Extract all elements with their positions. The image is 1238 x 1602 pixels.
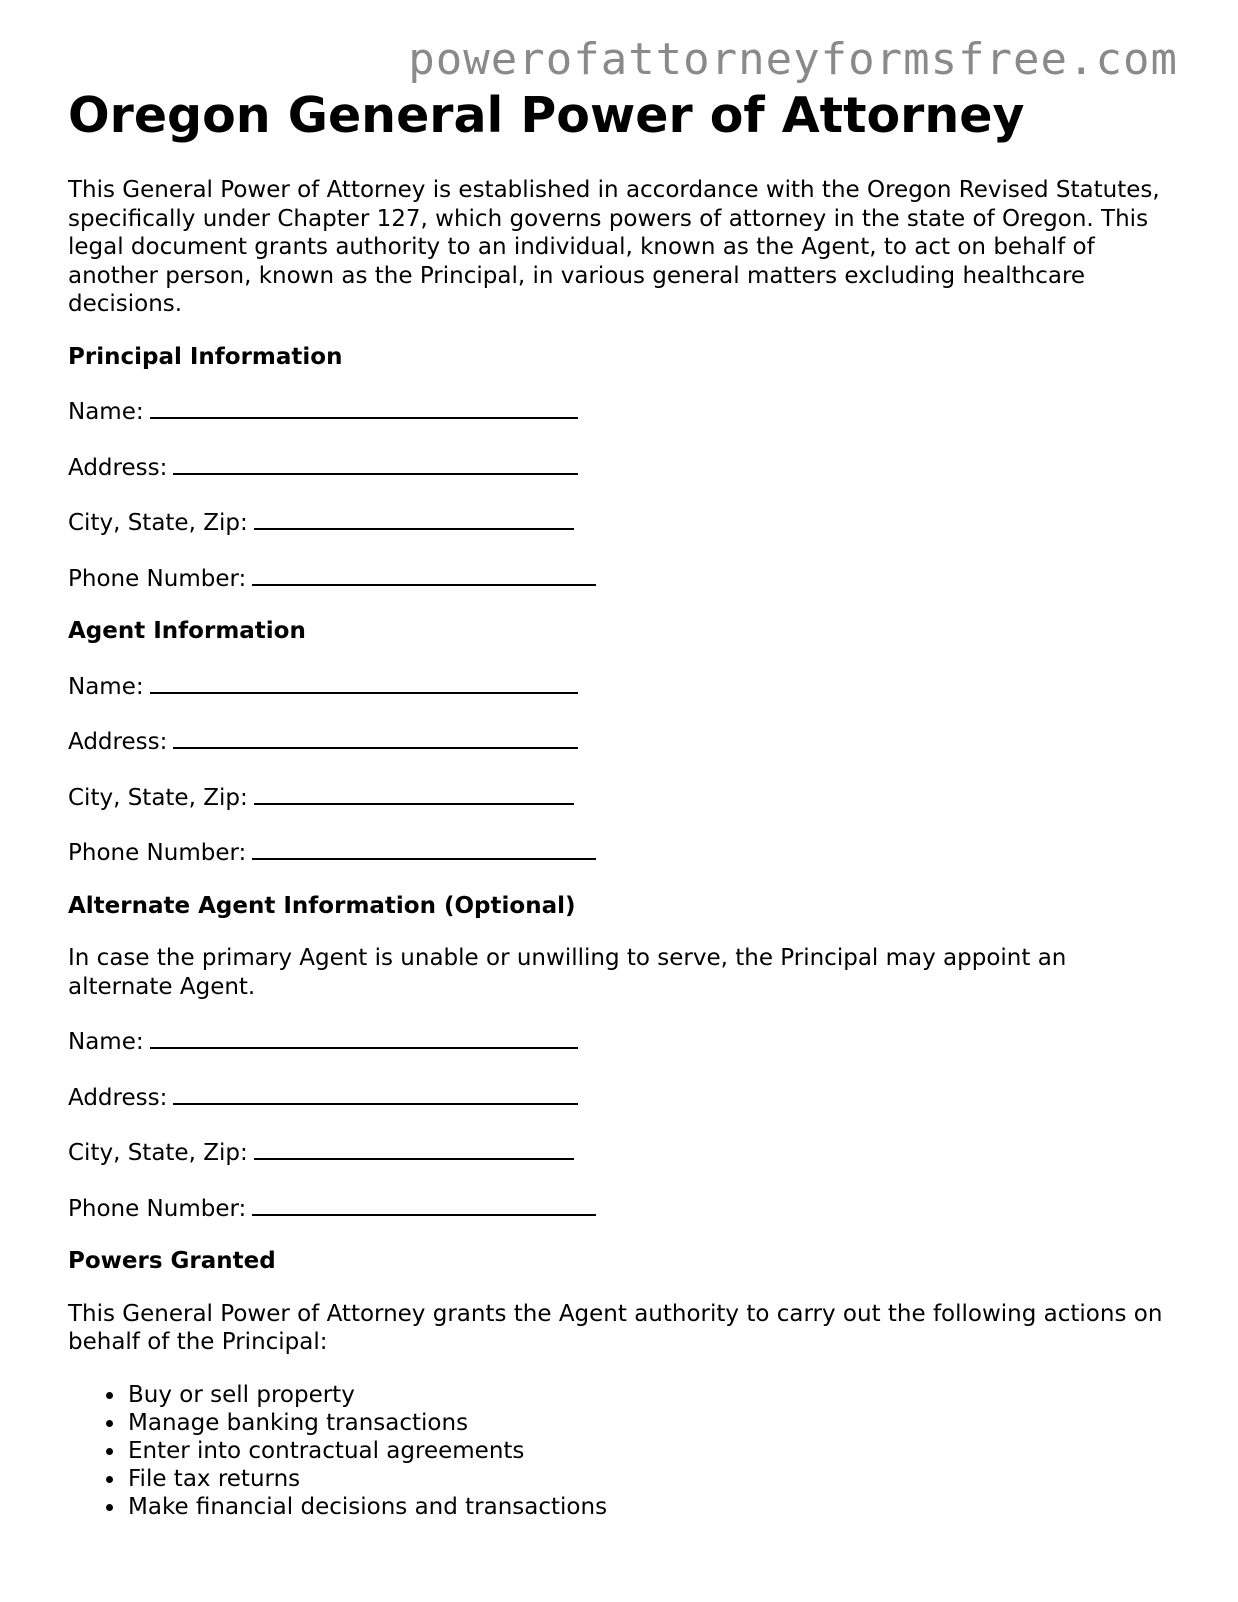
agent-address-field[interactable] <box>68 725 1168 757</box>
powers-list <box>68 1381 1168 1522</box>
alternate-phone-blank[interactable] <box>252 1192 596 1216</box>
watermark: powerofattorneyformsfree.com <box>408 34 1178 85</box>
principal-heading: Principal Information <box>68 343 343 370</box>
principal-name-field[interactable] <box>68 395 1168 427</box>
list-item: • File tax returns <box>126 1465 1168 1493</box>
agent-name-field[interactable] <box>68 670 1168 702</box>
alternate-name-field[interactable] <box>68 1025 1168 1057</box>
alternate-phone-field[interactable] <box>68 1192 1168 1224</box>
alternate-address-blank[interactable] <box>173 1081 578 1105</box>
principal-phone-blank[interactable] <box>252 562 596 586</box>
agent-heading: Agent Information <box>68 618 306 644</box>
agent-city-label: City, State, Zip: <box>68 784 248 811</box>
agent-name-blank[interactable] <box>150 670 578 694</box>
alternate-address-label: Address: <box>68 1084 168 1111</box>
principal-city-label: City, State, Zip: <box>68 510 248 536</box>
principal-name-label: Name: <box>68 399 144 425</box>
list-item: • Manage banking transactions <box>126 1409 1168 1437</box>
agent-city-blank[interactable] <box>254 781 574 805</box>
agent-phone-blank[interactable] <box>252 836 596 860</box>
alternate-name-label: Name: <box>68 1029 144 1055</box>
agent-phone-label: Phone Number: <box>68 840 247 866</box>
document-page <box>68 86 1168 1522</box>
alternate-phone-label: Phone Number: <box>68 1195 247 1222</box>
alternate-city-label: City, State, Zip: <box>68 1140 248 1166</box>
powers-heading: Powers Granted <box>68 1248 276 1274</box>
agent-phone-field[interactable] <box>68 836 1168 868</box>
agent-name-label: Name: <box>68 673 144 700</box>
alternate-agent-description: In case the primary Agent is unable or unwilling to serve, the Principal may appoint an alternate Agent. <box>68 945 1067 1000</box>
alternate-agent-heading: Alternate Agent Information (Optional) <box>68 892 576 919</box>
agent-city-field[interactable] <box>68 781 1168 813</box>
alternate-address-field[interactable] <box>68 1081 1168 1113</box>
list-item: • Buy or sell property <box>126 1381 1168 1409</box>
page-title: Oregon General Power of Attorney <box>68 87 1025 144</box>
principal-name-blank[interactable] <box>150 395 578 419</box>
principal-city-field[interactable] <box>68 506 1168 538</box>
principal-address-field[interactable] <box>68 451 1168 483</box>
principal-address-label: Address: <box>68 454 168 481</box>
principal-phone-label: Phone Number: <box>68 565 247 592</box>
powers-description: This General Power of Attorney grants the Agent authority to carry out the following actions on behalf of the Principal: <box>68 1300 1163 1355</box>
alternate-city-blank[interactable] <box>254 1136 574 1160</box>
list-item: • Make financial decisions and transactions <box>126 1493 1168 1521</box>
agent-address-label: Address: <box>68 729 168 755</box>
alternate-name-blank[interactable] <box>150 1025 578 1049</box>
principal-city-blank[interactable] <box>254 506 574 530</box>
alternate-city-field[interactable] <box>68 1136 1168 1168</box>
principal-address-blank[interactable] <box>173 451 578 475</box>
agent-address-blank[interactable] <box>173 725 578 749</box>
list-item: • Enter into contractual agreements <box>126 1437 1168 1465</box>
principal-phone-field[interactable] <box>68 562 1168 594</box>
intro-paragraph: This General Power of Attorney is established in accordance with the Oregon Revised Statutes, specifically under Chapter 127, which governs powers of attorney in the state of Oregon. This legal document grants authority to an individual, known as the Agent, to act on behalf of another person, known as the Principal, in various general matters excluding healthcare decisions. <box>68 177 1160 317</box>
